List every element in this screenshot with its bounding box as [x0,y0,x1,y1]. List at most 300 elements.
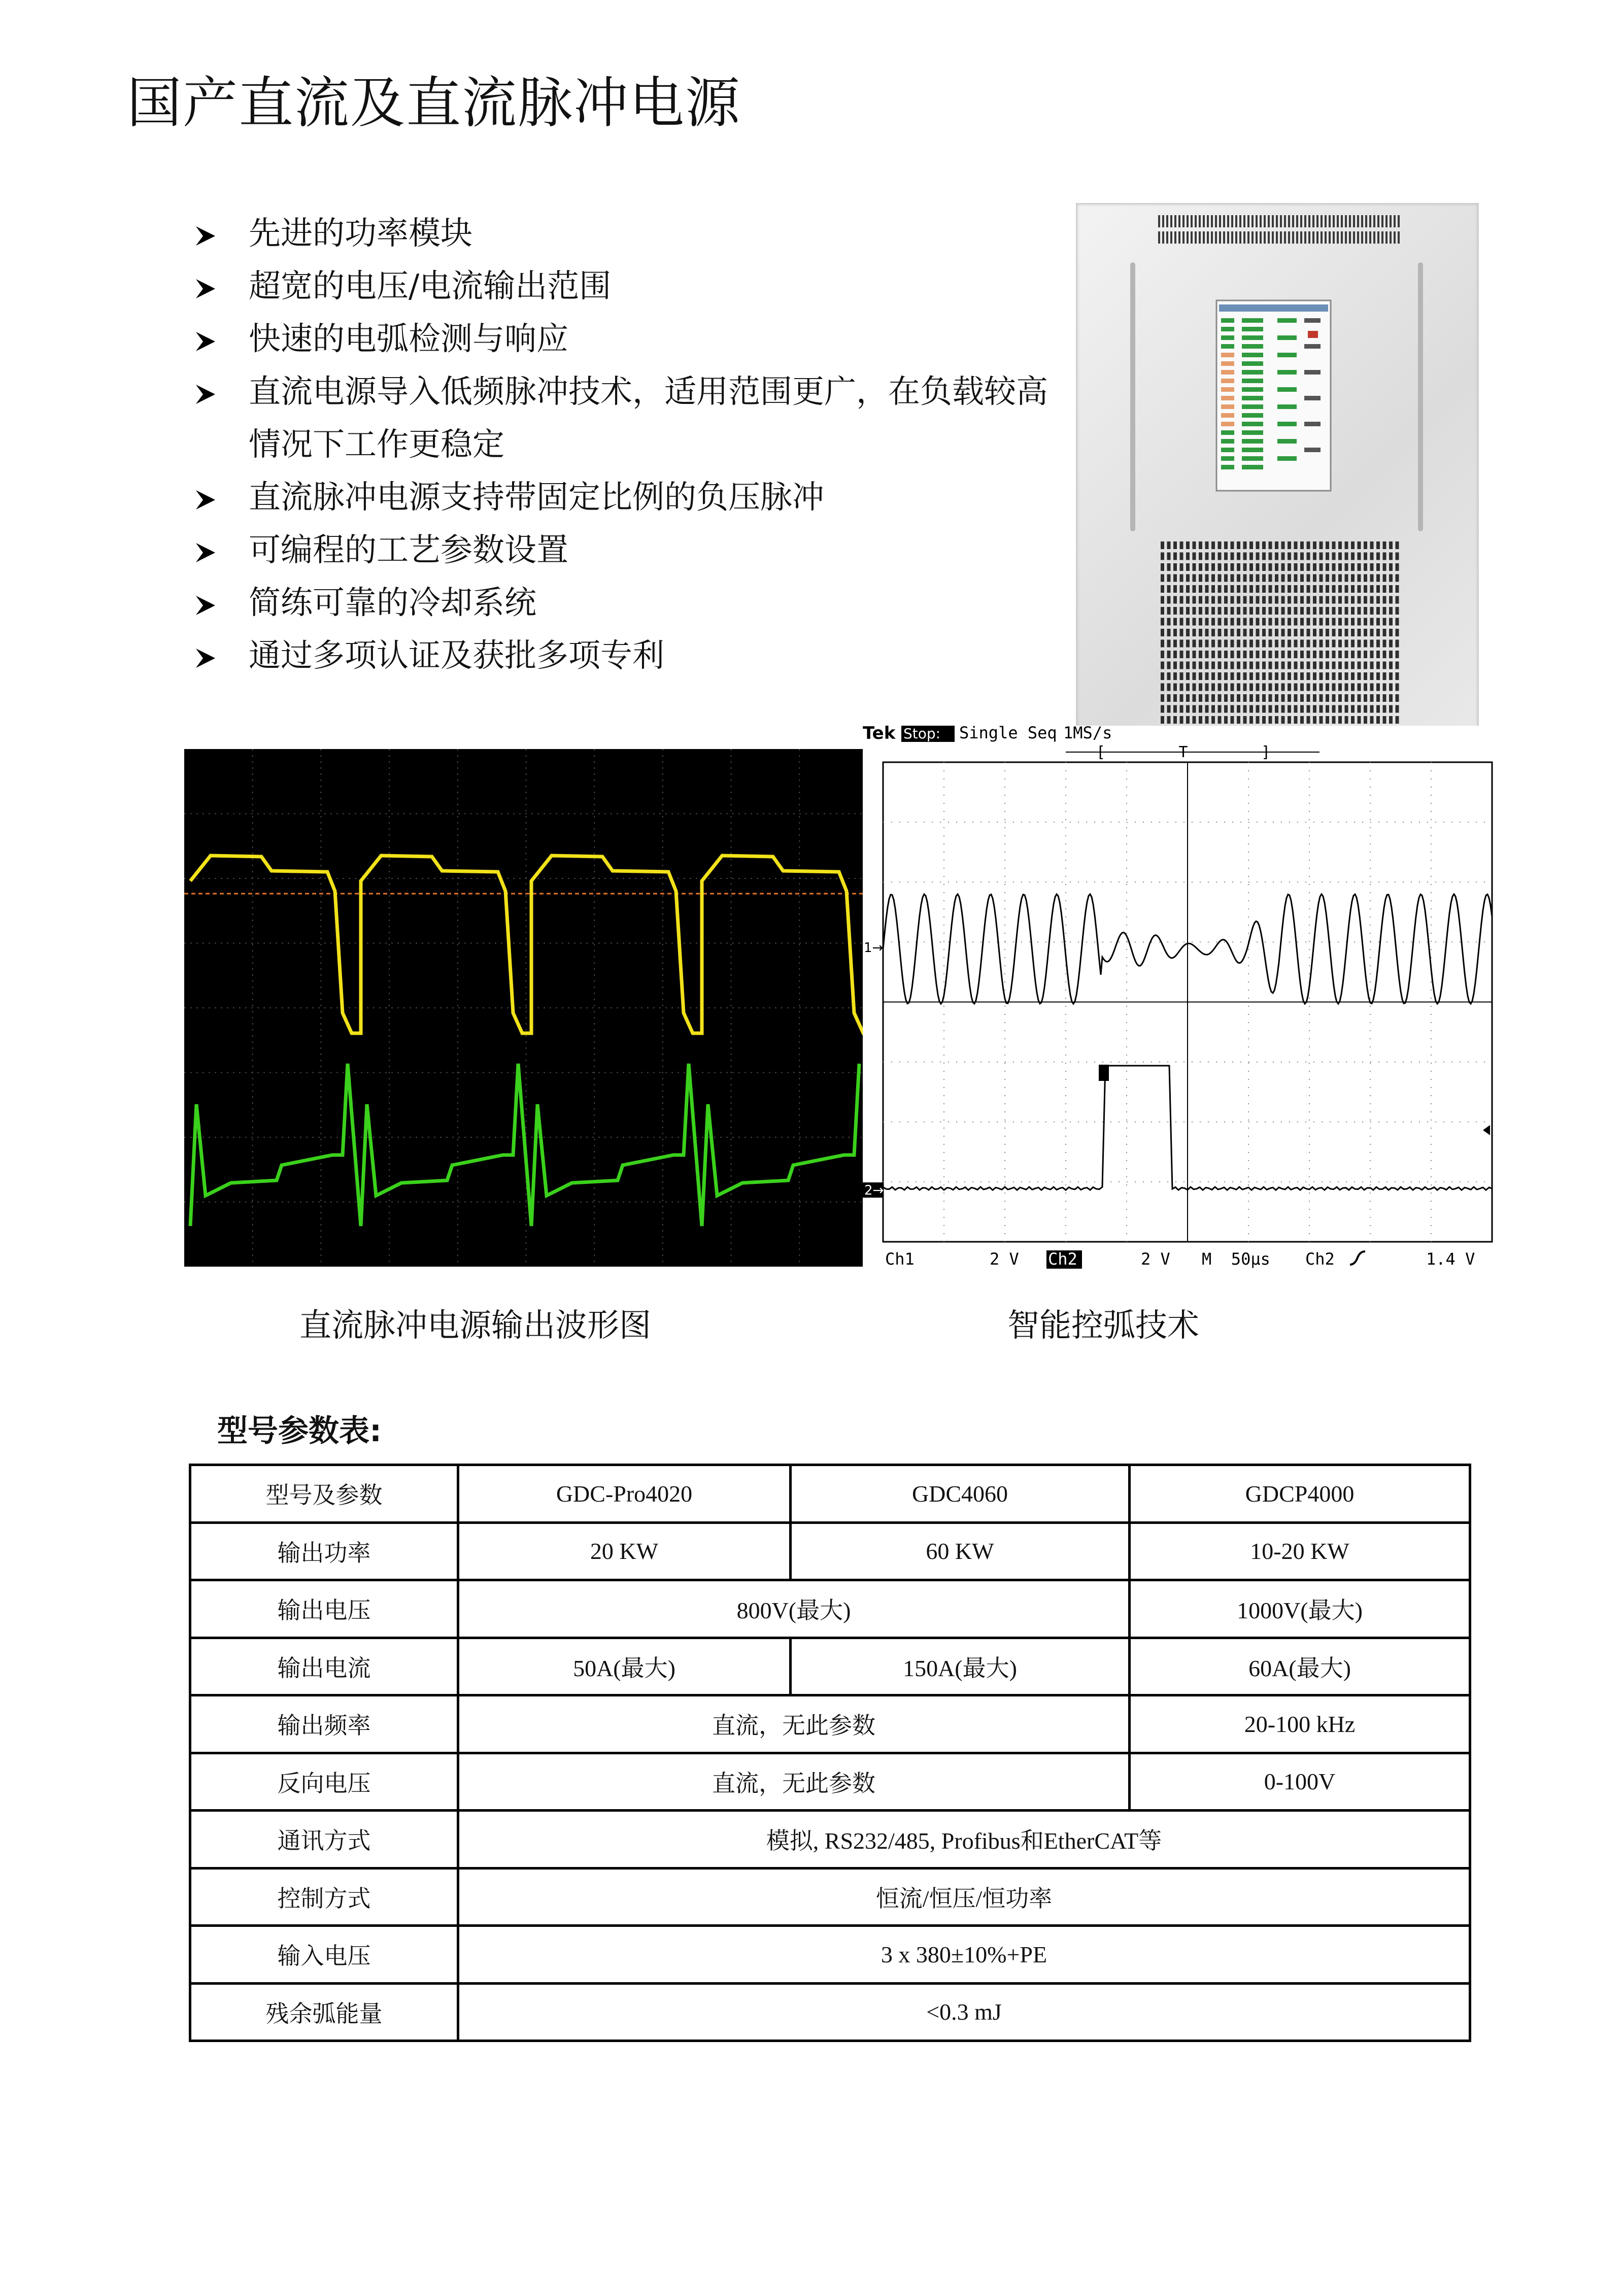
vent-hole [1351,618,1355,626]
vent-slot [1316,215,1318,227]
vent-hole [1205,705,1209,713]
vent-hole [1237,629,1240,636]
vent-hole [1199,563,1202,571]
vent-hole [1231,596,1234,604]
vent-hole [1281,563,1285,571]
screen-value-block [1242,335,1263,340]
table-row [190,1983,1470,2041]
vent-hole [1281,607,1285,615]
vent-hole [1389,607,1393,615]
vent-hole [1224,541,1228,549]
vent-slot [1264,231,1266,244]
vent-hole [1256,694,1260,702]
vent-slot [1341,215,1343,227]
vent-hole [1167,672,1171,680]
vent-hole [1186,662,1190,669]
vent-hole [1383,684,1386,691]
vent-hole [1161,596,1164,604]
vent-hole [1262,574,1266,582]
vent-hole [1269,574,1272,582]
vent-slot [1333,231,1335,244]
vent-slot [1353,231,1355,244]
screen-label-block [1221,413,1234,418]
vent-hole [1307,596,1310,604]
vent-hole [1161,563,1164,571]
vent-hole [1358,694,1361,702]
vent-hole [1193,662,1196,669]
waveform-caption: 直流脉冲电源输出波形图 [299,1307,651,1344]
vent-hole [1231,672,1234,680]
vent-slot [1158,215,1160,227]
vent-slot [1373,215,1375,227]
vent-hole [1256,585,1260,593]
vent-hole [1211,618,1215,626]
vent-hole [1332,629,1336,636]
arrow-bullet-icon [188,207,223,260]
vent-hole [1319,563,1323,571]
vent-hole [1275,607,1278,615]
screen-label-block [1221,327,1234,331]
vent-hole [1256,553,1260,560]
vent-hole [1243,596,1247,604]
vent-hole [1173,553,1177,560]
vent-hole [1218,585,1222,593]
vent-hole [1275,640,1278,648]
vent-hole [1205,716,1209,724]
vent-hole [1332,651,1336,658]
table-row [190,1695,1470,1753]
vent-hole [1161,694,1164,702]
vent-hole [1224,662,1228,669]
vent-hole [1288,585,1291,593]
vent-hole [1224,651,1228,658]
screen-value-block [1242,404,1263,409]
vent-hole [1319,672,1323,680]
vent-hole [1167,716,1171,724]
vent-slot [1308,231,1310,244]
vent-hole [1211,596,1215,604]
right-handle [1418,262,1423,531]
vent-slot [1260,215,1262,227]
screen-value-block [1304,370,1321,375]
vent-hole [1256,574,1260,582]
vent-hole [1281,574,1285,582]
ch2-marker: 2→ [864,1183,884,1198]
vent-slot [1272,215,1274,227]
table-cell: 50A(最大) [458,1638,791,1695]
vent-hole [1167,629,1171,636]
screen-value-block [1277,318,1297,323]
vent-hole [1218,640,1222,648]
vent-slot [1247,215,1249,227]
screen-value-block [1242,430,1263,435]
vent-hole [1231,563,1234,571]
footer-ch2: Ch2 [1048,1249,1077,1269]
vent-hole [1376,640,1380,648]
vent-hole [1256,629,1260,636]
vent-hole [1364,541,1367,549]
vent-hole [1186,574,1190,582]
vent-hole [1262,705,1266,713]
screen-value-block [1242,387,1263,392]
table-cell: 60 KW [791,1522,1130,1580]
vent-hole [1275,618,1278,626]
vent-hole [1173,618,1177,626]
screen-value-block [1277,456,1297,461]
vent-hole [1249,662,1253,669]
vent-hole [1307,694,1310,702]
vent-hole [1205,574,1209,582]
vent-hole [1249,574,1253,582]
vent-hole [1319,640,1323,648]
vent-hole [1167,684,1171,691]
vent-hole [1396,640,1399,648]
vent-hole [1345,662,1348,669]
vent-hole [1161,662,1164,669]
vent-slot [1284,231,1286,244]
vent-hole [1231,694,1234,702]
table-cell: 直流，无此参数 [458,1753,1130,1811]
vent-slot [1174,231,1176,244]
vent-hole [1383,607,1386,615]
vent-hole [1237,563,1240,571]
vent-hole [1351,694,1355,702]
vent-hole [1173,563,1177,571]
vent-hole [1193,541,1196,549]
vent-hole [1211,651,1215,658]
vent-hole [1262,662,1266,669]
vent-hole [1370,553,1374,560]
vent-hole [1231,574,1234,582]
vent-slot [1292,215,1294,227]
vent-hole [1319,694,1323,702]
vent-hole [1237,684,1240,691]
vent-hole [1351,716,1355,724]
vent-hole [1193,684,1196,691]
vent-slot [1276,231,1278,244]
vent-hole [1237,705,1240,713]
vent-hole [1262,585,1266,593]
vent-hole [1186,640,1190,648]
vent-hole [1326,563,1329,571]
table-cell: 0-100V [1130,1753,1470,1811]
vent-hole [1300,629,1304,636]
vent-hole [1243,629,1247,636]
vent-hole [1237,694,1240,702]
vent-hole [1269,629,1272,636]
vent-hole [1345,716,1348,724]
table-cell: GDC-Pro4020 [458,1465,791,1523]
vent-hole [1167,705,1171,713]
vent-hole [1193,705,1196,713]
table-cell: 20-100 kHz [1130,1695,1470,1753]
vent-hole [1180,629,1183,636]
vent-slot [1174,215,1176,227]
vent-hole [1358,672,1361,680]
vent-slot [1256,231,1258,244]
vent-hole [1370,596,1374,604]
vent-slot [1191,231,1193,244]
vent-hole [1237,716,1240,724]
arrow-bullet-icon [188,260,223,313]
vent-hole [1383,716,1386,724]
vent-hole [1389,694,1393,702]
vent-hole [1224,618,1228,626]
vent-hole [1338,607,1342,615]
vent-hole [1376,672,1380,680]
vent-hole [1313,651,1316,658]
vent-hole [1161,618,1164,626]
vent-hole [1345,563,1348,571]
vent-hole [1351,563,1355,571]
vent-hole [1224,574,1228,582]
vent-hole [1231,629,1234,636]
vent-hole [1167,662,1171,669]
vent-hole [1326,618,1329,626]
vent-hole [1345,618,1348,626]
vent-hole [1376,618,1380,626]
vent-hole [1249,541,1253,549]
scope-state: Stop: [903,726,941,742]
vent-hole [1313,694,1316,702]
vent-slot [1381,215,1383,227]
vent-hole [1186,705,1190,713]
vent-hole [1370,618,1374,626]
vent-slot [1280,215,1282,227]
vent-hole [1370,585,1374,593]
vent-hole [1319,585,1323,593]
vent-slot [1337,215,1339,227]
vent-hole [1351,662,1355,669]
vent-hole [1180,684,1183,691]
vent-hole [1332,640,1336,648]
vent-hole [1351,684,1355,691]
vent-hole [1211,607,1215,615]
vent-hole [1370,705,1374,713]
vent-hole [1300,684,1304,691]
vent-hole [1396,629,1399,636]
vent-slot [1207,231,1209,244]
vent-hole [1224,694,1228,702]
vent-hole [1319,705,1323,713]
vent-hole [1383,694,1386,702]
arrow-bullet-icon [188,524,223,576]
vent-hole [1218,705,1222,713]
footer-time: M 50μs [1202,1249,1270,1269]
vent-hole [1358,640,1361,648]
vent-hole [1262,553,1266,560]
vent-hole [1364,672,1367,680]
vent-hole [1364,705,1367,713]
vent-slot [1377,215,1379,227]
table-row [190,1868,1470,1926]
screen-value-block [1277,353,1297,357]
vent-hole [1364,596,1367,604]
screen-label-block [1221,353,1234,357]
vent-hole [1396,618,1399,626]
vent-hole [1161,541,1164,549]
vent-hole [1249,563,1253,571]
vent-hole [1389,662,1393,669]
vent-hole [1364,716,1367,724]
vent-hole [1231,651,1234,658]
vent-hole [1243,574,1247,582]
vent-hole [1345,705,1348,713]
vent-hole [1358,618,1361,626]
vent-hole [1193,618,1196,626]
vent-hole [1294,651,1298,658]
vent-hole [1345,596,1348,604]
vent-hole [1313,662,1316,669]
vent-hole [1231,684,1234,691]
vent-hole [1389,563,1393,571]
screen-value-block [1242,422,1263,426]
screen-value-block [1242,439,1263,444]
vent-hole [1205,629,1209,636]
vent-hole [1300,672,1304,680]
vent-slot [1227,215,1229,227]
vent-hole [1389,716,1393,724]
vent-hole [1288,640,1291,648]
screen-label-block [1221,430,1234,435]
vent-hole [1319,684,1323,691]
vent-hole [1281,684,1285,691]
vent-hole [1345,553,1348,560]
vent-hole [1205,662,1209,669]
vent-hole [1358,716,1361,724]
vent-hole [1351,705,1355,713]
vent-hole [1370,640,1374,648]
vent-hole [1396,651,1399,658]
vent-hole [1243,672,1247,680]
vent-slot [1211,215,1213,227]
vent-hole [1281,541,1285,549]
vent-hole [1332,705,1336,713]
vent-hole [1218,651,1222,658]
table-cell: 残余弧能量 [190,1983,458,2041]
vent-hole [1338,618,1342,626]
vent-hole [1326,585,1329,593]
vent-hole [1224,607,1228,615]
vent-slot [1385,215,1388,227]
vent-hole [1275,684,1278,691]
vent-hole [1199,651,1202,658]
vent-hole [1249,651,1253,658]
vent-hole [1173,651,1177,658]
vent-hole [1180,705,1183,713]
screen-value-block [1242,448,1263,452]
vent-slot [1219,215,1221,227]
vent-hole [1199,541,1202,549]
vent-hole [1376,607,1380,615]
scope-brand: Tek [863,726,896,743]
vent-hole [1389,672,1393,680]
vent-slot [1268,231,1270,244]
vent-hole [1389,651,1393,658]
vent-hole [1307,563,1310,571]
vent-hole [1218,553,1222,560]
vent-hole [1262,563,1266,571]
vent-hole [1269,553,1272,560]
vent-slot [1235,215,1237,227]
ch1-marker: 1→ [864,940,884,956]
vent-hole [1173,585,1177,593]
vent-hole [1275,553,1278,560]
vent-hole [1364,640,1367,648]
vent-hole [1288,541,1291,549]
vent-slot [1284,215,1286,227]
green-current-trace [190,1064,859,1226]
vent-hole [1326,596,1329,604]
vent-hole [1173,574,1177,582]
bottom-vent-grid [1161,541,1399,724]
vent-hole [1338,662,1342,669]
vent-hole [1161,585,1164,593]
vent-hole [1294,553,1298,560]
vent-hole [1358,684,1361,691]
vent-hole [1180,585,1183,593]
vent-hole [1237,596,1240,604]
vent-hole [1186,672,1190,680]
vent-hole [1376,596,1380,604]
vent-hole [1281,694,1285,702]
screen-value-block [1242,361,1263,366]
vent-hole [1256,618,1260,626]
screen-label-block [1221,465,1234,469]
vent-slot [1345,215,1347,227]
vent-hole [1383,585,1386,593]
vent-hole [1300,662,1304,669]
vent-hole [1364,662,1367,669]
vent-hole [1211,705,1215,713]
vent-hole [1294,662,1298,669]
vent-hole [1269,607,1272,615]
vent-hole [1256,541,1260,549]
vent-hole [1193,694,1196,702]
vent-hole [1288,596,1291,604]
vent-hole [1370,672,1374,680]
vent-hole [1173,541,1177,549]
vent-slot [1158,231,1160,244]
vent-hole [1351,585,1355,593]
vent-hole [1186,618,1190,626]
vent-hole [1389,574,1393,582]
vent-hole [1396,585,1399,593]
vent-slot [1243,215,1245,227]
page-title: 国产直流及直流脉冲电源 [127,72,741,135]
vent-slot [1170,215,1172,227]
vent-hole [1193,574,1196,582]
vent-hole [1281,716,1285,724]
vent-hole [1193,629,1196,636]
vent-hole [1288,563,1291,571]
vent-hole [1294,618,1298,626]
feature-item: 通过多项认证及获批多项专利 [188,629,1061,682]
vent-hole [1307,651,1310,658]
vent-hole [1167,694,1171,702]
vent-hole [1167,574,1171,582]
vent-hole [1205,541,1209,549]
vent-hole [1313,563,1316,571]
vent-hole [1288,607,1291,615]
vent-hole [1161,716,1164,724]
vent-hole [1364,694,1367,702]
table-row [190,1580,1470,1638]
vent-hole [1313,618,1316,626]
vent-hole [1389,618,1393,626]
vent-hole [1351,672,1355,680]
vent-hole [1199,618,1202,626]
